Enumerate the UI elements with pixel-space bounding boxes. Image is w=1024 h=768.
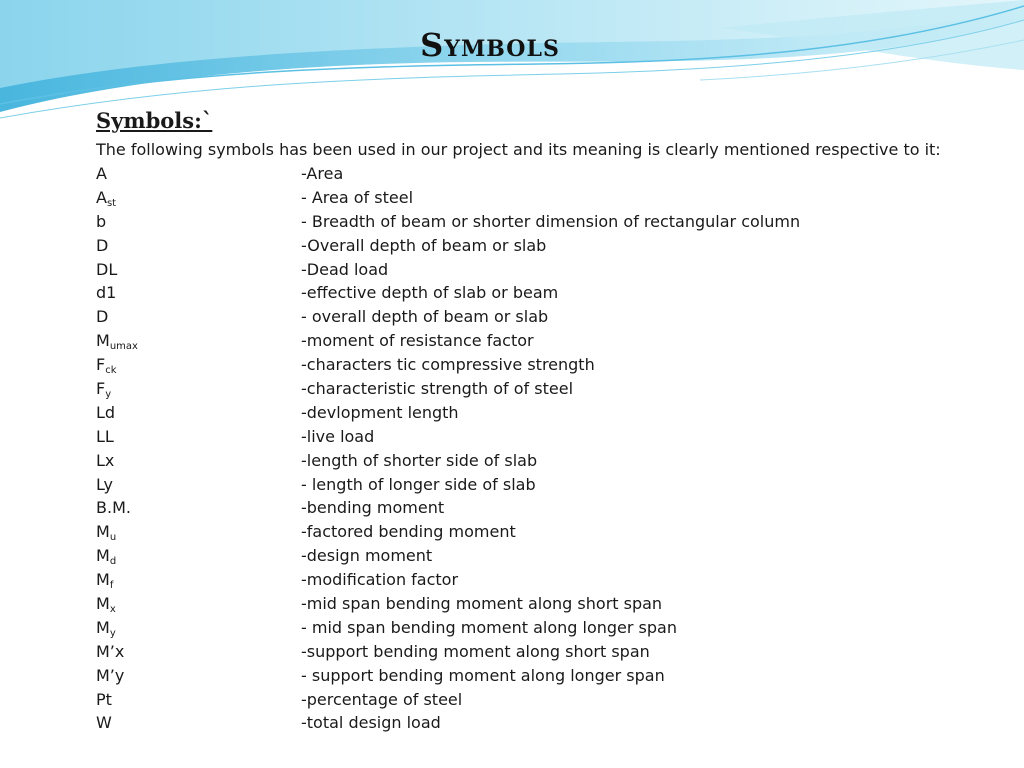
symbol-meaning: -bending moment [301, 498, 445, 518]
symbol-meaning: -factored bending moment [301, 522, 516, 542]
symbol-meaning: - overall depth of beam or slab [301, 307, 549, 327]
symbol-meaning: - mid span bending moment along longer span [301, 617, 677, 637]
symbol-meaning: - Area of steel [301, 187, 414, 207]
symbol-row [96, 664, 996, 688]
symbol-row [96, 688, 996, 712]
symbol-row [96, 568, 996, 592]
symbol-base: F [96, 355, 106, 375]
symbol-base: M’x [96, 641, 125, 661]
symbol [96, 449, 114, 473]
symbol-row [96, 186, 996, 210]
symbol-base: d1 [96, 283, 117, 303]
symbol-subscript: y [109, 627, 116, 639]
slide-content [96, 106, 996, 735]
symbol-base: Ly [96, 474, 113, 494]
symbol-base: M [96, 522, 110, 542]
symbol-subscript: st [106, 197, 117, 209]
symbol-subscript: u [109, 532, 117, 544]
symbol-base: F [96, 379, 106, 399]
symbol [96, 640, 124, 664]
symbol-meaning: -effective depth of slab or beam [301, 283, 559, 303]
symbol-meaning: - length of longer side of slab [301, 474, 536, 494]
symbol-meaning: -modification factor [301, 570, 459, 590]
symbol-base: B.M. [96, 498, 131, 518]
symbol-meaning: -design moment [301, 546, 433, 566]
symbol-base: M [96, 546, 110, 566]
symbol-meaning: -percentage of steel [301, 689, 463, 709]
symbol [96, 258, 117, 282]
symbol-row [96, 210, 996, 234]
symbol-row [96, 496, 996, 520]
symbol-base: D [96, 307, 109, 327]
symbol-row [96, 305, 996, 329]
symbol-base: D [96, 235, 109, 255]
symbol-base: LL [96, 426, 114, 446]
symbol-list [96, 162, 996, 735]
symbol-base: M [96, 570, 110, 590]
symbol-row [96, 377, 996, 401]
symbol [96, 305, 108, 329]
symbol-row [96, 234, 996, 258]
symbol-row [96, 425, 996, 449]
symbol [96, 688, 112, 712]
symbol [96, 664, 124, 688]
symbol-meaning: -live load [301, 426, 375, 446]
symbol [96, 425, 114, 449]
symbol-meaning: -support bending moment along short span [301, 641, 650, 661]
symbol-row [96, 258, 996, 282]
symbol [96, 162, 107, 186]
symbol-base: A [96, 187, 107, 207]
symbol-meaning: -characters tic compressive strength [301, 355, 595, 375]
symbol-meaning: -Dead load [301, 259, 389, 279]
symbol-base: M [96, 617, 110, 637]
symbol-meaning: -total design load [301, 713, 441, 733]
symbol-row [96, 592, 996, 616]
symbol-meaning: -Area [301, 164, 344, 183]
section-heading: Symbols:` [96, 108, 213, 133]
symbol [96, 401, 115, 425]
symbol-meaning: -moment of resistance factor [301, 331, 534, 351]
symbol-row [96, 473, 996, 497]
symbol-row [96, 520, 996, 544]
symbol-row [96, 162, 996, 186]
symbol [96, 281, 116, 305]
symbol-subscript: f [109, 580, 114, 592]
symbol-meaning: -mid span bending moment along short span [301, 594, 663, 614]
symbol-base: M’y [96, 665, 125, 685]
symbol-row [96, 329, 996, 353]
symbol-row [96, 640, 996, 664]
symbol-row [96, 544, 996, 568]
symbol [96, 210, 106, 234]
symbol-subscript: d [109, 556, 117, 568]
symbol-row [96, 449, 996, 473]
symbol-base: A [96, 164, 107, 183]
symbol-meaning: -characteristic strength of of steel [301, 379, 574, 399]
symbol-base: DL [96, 259, 118, 279]
slide-title: Symbols [420, 26, 560, 64]
symbol-meaning: - support bending moment along longer span [301, 665, 665, 685]
symbol-row [96, 281, 996, 305]
symbol-base: Lx [96, 450, 115, 470]
symbol [96, 496, 131, 520]
symbol-base: Ld [96, 402, 116, 422]
symbol-base: M [96, 331, 110, 351]
symbol-base: b [96, 211, 107, 231]
intro-text: The following symbols has been used in our project and its meaning is clearly mentioned respective to it: [96, 140, 941, 159]
symbol-row [96, 353, 996, 377]
symbol-row [96, 711, 996, 735]
symbol [96, 473, 113, 497]
symbol-meaning: -length of shorter side of slab [301, 450, 538, 470]
symbol-subscript: ck [105, 365, 117, 377]
symbol-meaning: - Breadth of beam or shorter dimension of rectangular column [301, 211, 801, 231]
symbol-subscript: umax [109, 341, 138, 353]
symbol-row [96, 616, 996, 640]
symbol [96, 711, 112, 735]
symbol-subscript: x [109, 604, 116, 616]
symbol [96, 234, 108, 258]
symbol-subscript: y [105, 389, 112, 401]
symbol-base: W [96, 713, 112, 733]
symbol-meaning: -devlopment length [301, 402, 459, 422]
symbol-base: M [96, 594, 110, 614]
symbol-base: Pt [96, 689, 112, 709]
symbol-row [96, 401, 996, 425]
symbol-meaning: -Overall depth of beam or slab [301, 235, 547, 255]
